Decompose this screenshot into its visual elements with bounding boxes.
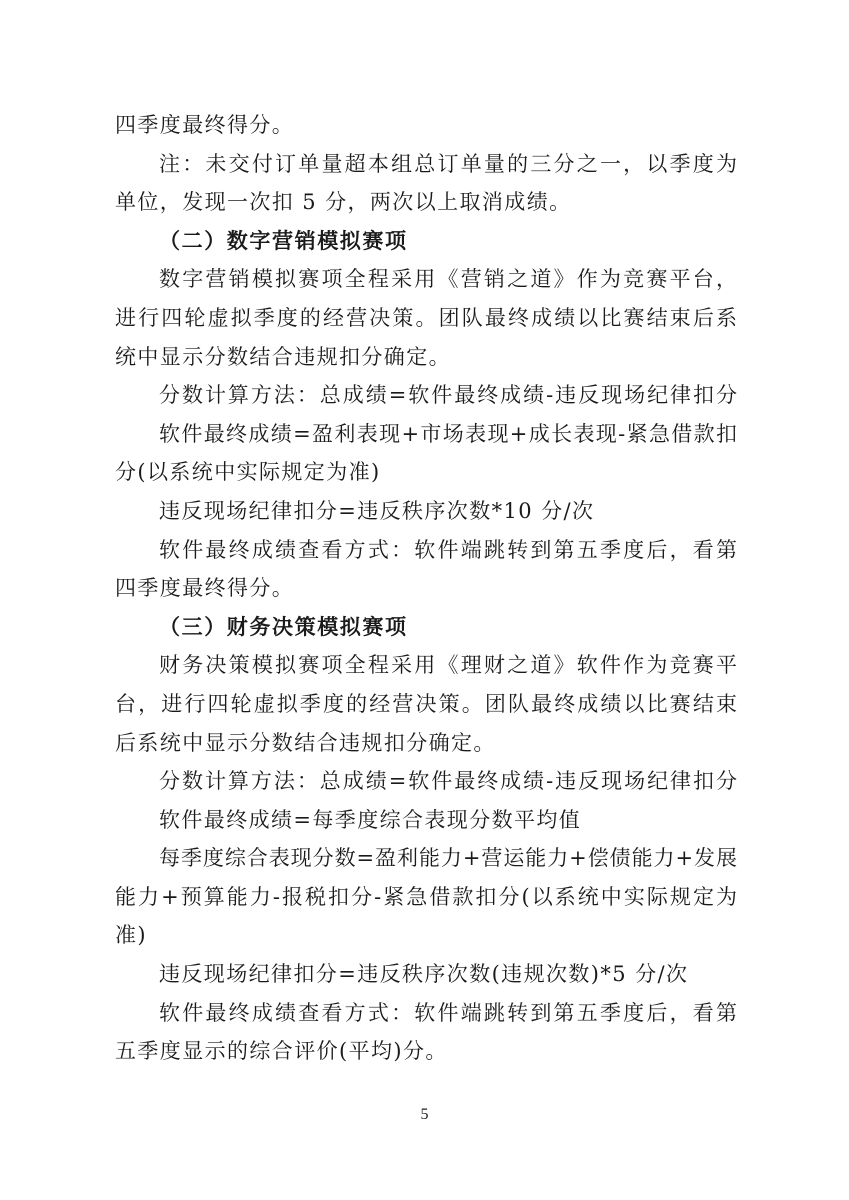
text-line: 软件最终成绩=每季度综合表现分数平均值	[159, 807, 582, 832]
text-line: 台，进行四轮虚拟季度的经营决策。团队最终成绩以比赛结束	[115, 691, 737, 716]
text-line: 分(以系统中实际规定为准)	[115, 460, 381, 485]
text-line: 注：未交付订单量超本组总订单量的三分之一，以季度为	[159, 151, 737, 176]
text-line: 分数计算方法：总成绩=软件最终成绩-违反现场纪律扣分	[159, 769, 737, 794]
text-line: 财务决策模拟赛项全程采用《理财之道》软件作为竞赛平	[159, 653, 737, 678]
text-line: 单位，发现一次扣 5 分，两次以上取消成绩。	[115, 190, 572, 215]
text-line: 统中显示分数结合违规扣分确定。	[115, 344, 451, 369]
text-line: 软件最终成绩查看方式：软件端跳转到第五季度后，看第	[159, 537, 737, 562]
text-line: 准)	[115, 923, 147, 948]
text-line: 五季度显示的综合评价(平均)分。	[115, 1039, 448, 1064]
text-line: 违反现场纪律扣分=违反秩序次数*10 分/次	[159, 498, 595, 523]
text-line: 软件最终成绩=盈利表现+市场表现+成长表现-紧急借款扣	[159, 421, 737, 446]
text-line: 软件最终成绩查看方式：软件端跳转到第五季度后，看第	[159, 1000, 737, 1025]
text-line: 进行四轮虚拟季度的经营决策。团队最终成绩以比赛结束后系	[115, 305, 737, 330]
text-line: 能力+预算能力-报税扣分-紧急借款扣分(以系统中实际规定为	[115, 884, 737, 909]
document-body	[115, 106, 737, 1071]
section-heading-financial-decision: （三）财务决策模拟赛项	[159, 613, 408, 639]
text-line: 四季度最终得分。	[115, 113, 295, 137]
section-heading-digital-marketing: （二）数字营销模拟赛项	[159, 227, 408, 253]
text-line: 分数计算方法：总成绩=软件最终成绩-违反现场纪律扣分	[159, 383, 737, 408]
text-line: 每季度综合表现分数=盈利能力+营运能力+偿债能力+发展	[159, 846, 737, 871]
page-number: 5	[420, 1106, 429, 1123]
text-line: 四季度最终得分。	[115, 576, 295, 601]
text-line: 后系统中显示分数结合违规扣分确定。	[115, 730, 496, 755]
text-line: 数字营销模拟赛项全程采用《营销之道》作为竞赛平台，	[159, 267, 737, 292]
text-line: 违反现场纪律扣分=违反秩序次数(违规次数)*5 分/次	[159, 962, 689, 987]
